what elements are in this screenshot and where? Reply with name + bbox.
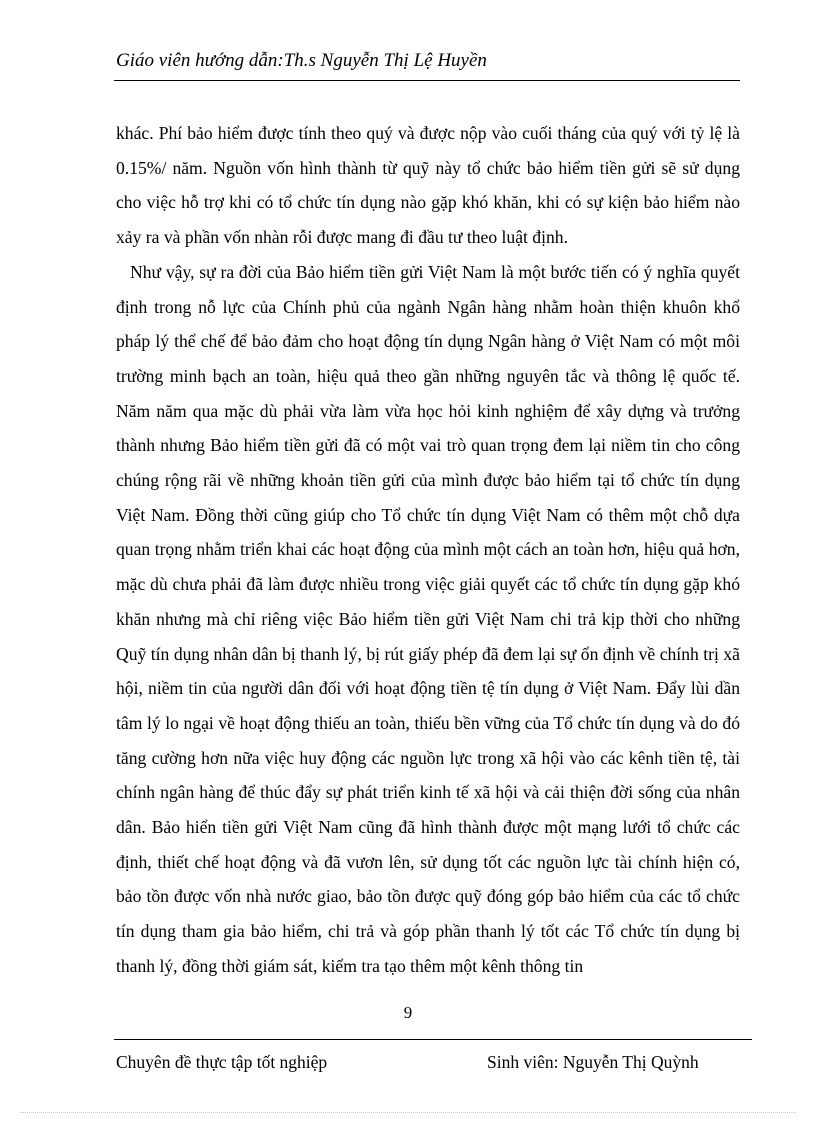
footer-student: Sinh viên: Nguyễn Thị Quỳnh — [487, 1052, 699, 1072]
body-text — [116, 116, 740, 984]
page-bottom-border — [20, 1112, 796, 1113]
paragraph-1: khác. Phí bảo hiểm được tính theo quý và được nộp vào cuối tháng của quý với tỷ lệ là 0.15%/ năm. Nguồn vốn hình thành từ quỹ này tổ chức bảo hiểm tiền gửi sẽ sử dụng cho việc hỗ trợ khi có tổ chức tín dụng nào gặp khó khăn, khi có sự kiện bảo hiểm nào xảy ra và phần vốn nhàn rỗi được mang đi đầu tư theo luật định. — [116, 123, 740, 248]
page-number: 9 — [403, 1003, 413, 1022]
footer-title: Chuyên đề thực tập tốt nghiệp — [116, 1052, 328, 1072]
footer-divider — [114, 1039, 752, 1040]
header-advisor: Giáo viên hướng dẫn:Th.s Nguyễn Thị Lệ Huyền — [116, 50, 487, 71]
paragraph-2: Như vậy, sự ra đời của Bảo hiểm tiền gửi Việt Nam là một bước tiến có ý nghĩa quyết định trong nỗ lực của Chính phủ của ngành Ngân hàng nhằm hoàn thiện khuôn khổ pháp lý thể chế để bảo đảm cho hoạt động tín dụng Ngân hàng ở Việt Nam có một môi trường minh bạch an toàn, hiệu quả theo gần những nguyên tắc và thông lệ quốc tế. Năm năm qua mặc dù phải vừa làm vừa học hỏi kinh nghiệm để xây dựng và trưởng thành nhưng Bảo hiểm tiền gửi đã có một vai trò quan trọng đem lại niềm tin cho công chúng rộng rãi về những khoản tiền gửi của mình được bảo hiểm tại tổ chức tín dụng Việt Nam. Đồng thời cũng giúp cho Tổ chức tín dụng Việt Nam có thêm một chỗ dựa quan trọng nhằm triển khai các hoạt động của mình một cách an toàn hơn, hiệu quả hơn, mặc dù chưa phải đã làm được nhiều trong việc giải quyết các tổ chức tín dụng gặp khó khăn nhưng mà chỉ riêng việc Bảo hiểm tiền gửi Việt Nam chi trả kịp thời cho những Quỹ tín dụng nhân dân bị thanh lý, bị rút giấy phép đã đem lại sự ổn định về chính trị xã hội, niềm tin của người dân đối với hoạt động tiền tệ tín dụng ở Việt Nam. Đẩy lùi dần tâm lý lo ngại về hoạt động thiếu an toàn, thiếu bền vững của Tổ chức tín dụng và do đó tăng cường hơn nữa việc huy động các nguồn lực trong xã hội vào các kênh tiền tệ, tài chính ngân hàng để thúc đẩy sự phát triển kinh tế xã hội và cải thiện đời sống của nhân dân. Bảo hiển tiền gửi Việt Nam cũng đã hình thành được một mạng lưới tổ chức các định, thiết chế hoạt động và đã vươn lên, sử dụng tốt các nguồn lực tài chính hiện có, bảo tồn được vốn nhà nước giao, bảo tồn được quỹ đóng góp bảo hiểm của các tổ chức tín dụng tham gia bảo hiểm, chi trả và góp phần thanh lý tốt các Tổ chức tín dụng bị thanh lý, đồng thời giám sát, kiểm tra tạo thêm một kênh thông tin — [116, 261, 740, 976]
header-divider — [114, 80, 740, 81]
